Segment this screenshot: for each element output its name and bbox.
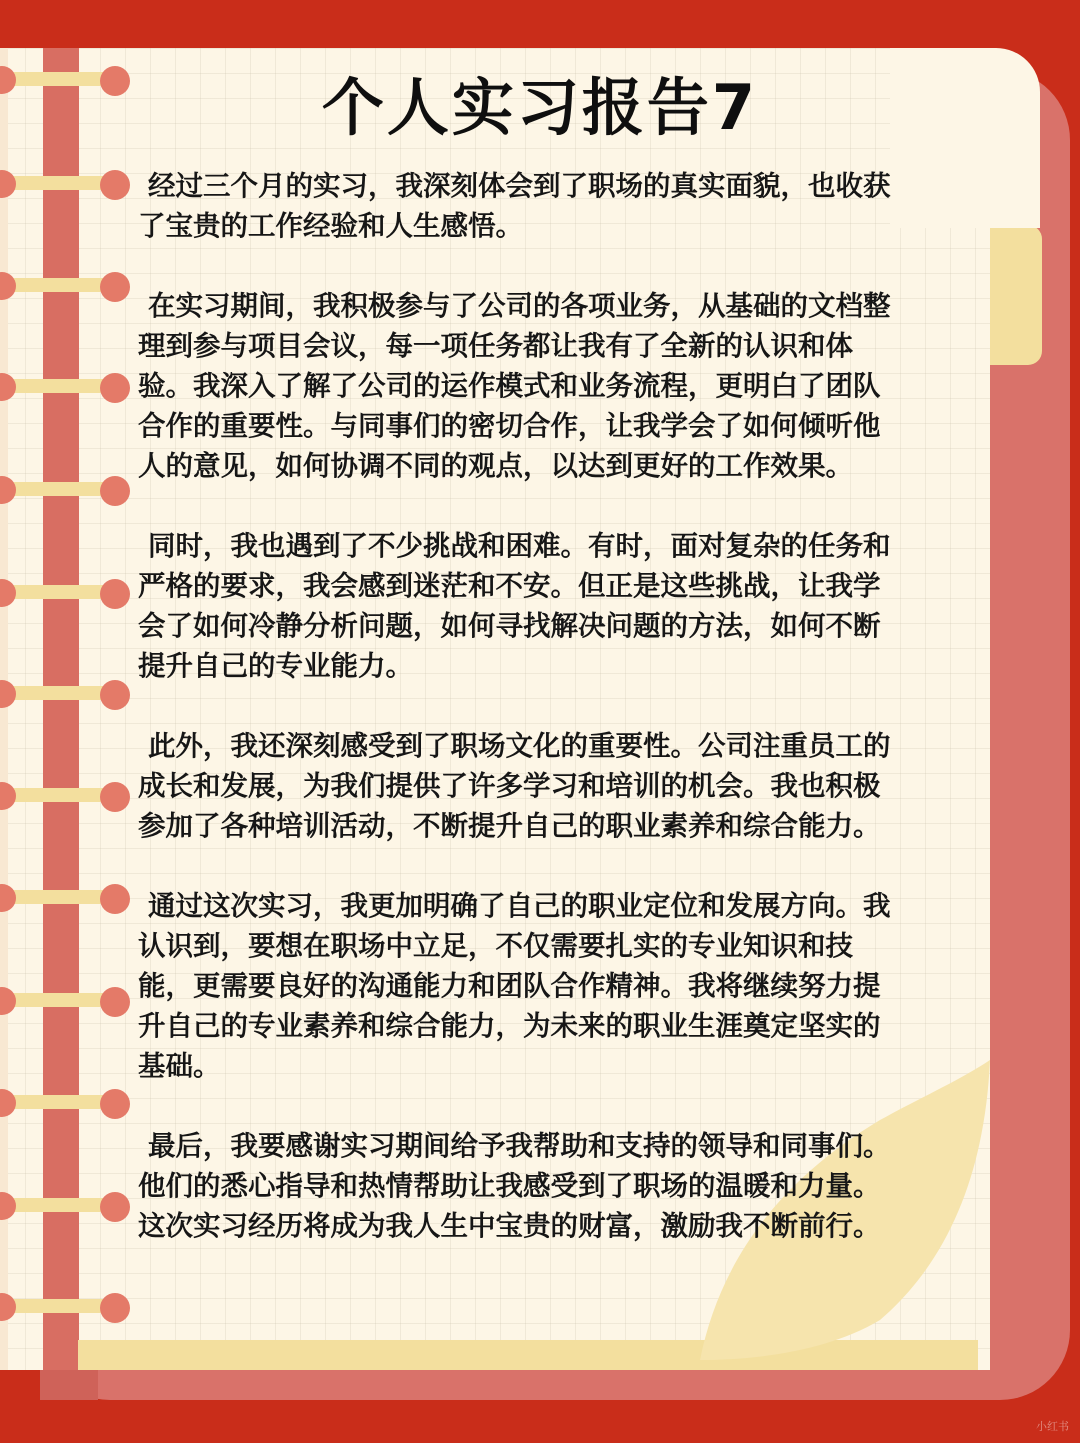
binder-ring: [0, 1190, 130, 1222]
binder-ring: [0, 678, 130, 710]
paragraph: 经过三个月的实习，我深刻体会到了职场的真实面貌，也收获 了宝贵的工作经验和人生感悟。: [138, 170, 891, 242]
paragraph: 此外，我还深刻感受到了职场文化的重要性。公司注重员工的 成长和发展，为我们提供了许多学习和培训的机会。我也积极 参加了各种培训活动，不断提升自己的职业素养和综合能力。: [138, 730, 891, 842]
page-title: 个人实习报告7: [321, 71, 759, 144]
binder-ring: [0, 1087, 130, 1119]
paragraph: 同时，我也遇到了不少挑战和困难。有时，面对复杂的任务和 严格的要求，我会感到迷茫和不安。但正是这些挑战，让我学 会了如何冷静分析问题，如何寻找解决问题的方法，如何不断 提升自己的专业能力。: [138, 530, 891, 682]
bookmark-tab: [990, 225, 1042, 365]
binder-ring: [0, 474, 130, 506]
paragraph: 通过这次实习，我更加明确了自己的职业定位和发展方向。我 认识到，要想在职场中立足，不仅需要扎实的专业知识和技 能，更需要良好的沟通能力和团队合作精神。我将继续努力提 升自己的专业素养和综合能力，为未来的职业生涯奠定坚实的 基础。: [138, 890, 891, 1082]
binder-ring: [0, 882, 130, 914]
binder-ring: [0, 168, 130, 200]
paragraph: 最后，我要感谢实习期间给予我帮助和支持的领导和同事们。 他们的悉心指导和热情帮助让我感受到了职场的温暖和力量。 这次实习经历将成为我人生中宝贵的财富，激励我不断前行。: [138, 1130, 891, 1242]
binder-ring: [0, 1291, 130, 1323]
report-body: [138, 166, 938, 1286]
binder-ring: [0, 371, 130, 403]
binder-ring: [0, 780, 130, 812]
paragraph: 在实习期间，我积极参与了公司的各项业务，从基础的文档整 理到参与项目会议，每一项任务都让我有了全新的认识和体 验。我深入了解了公司的运作模式和业务流程，更明白了团队 合作的重要性。与同事们的密切合作，让我学会了如何倾听他 人的意见，如何协调不同的观点，以达到更好的工作效果。: [138, 290, 891, 482]
binder-ring: [0, 270, 130, 302]
watermark: 小红书: [1036, 1420, 1069, 1433]
binder-ring: [0, 577, 130, 609]
binder-ring: [0, 985, 130, 1017]
